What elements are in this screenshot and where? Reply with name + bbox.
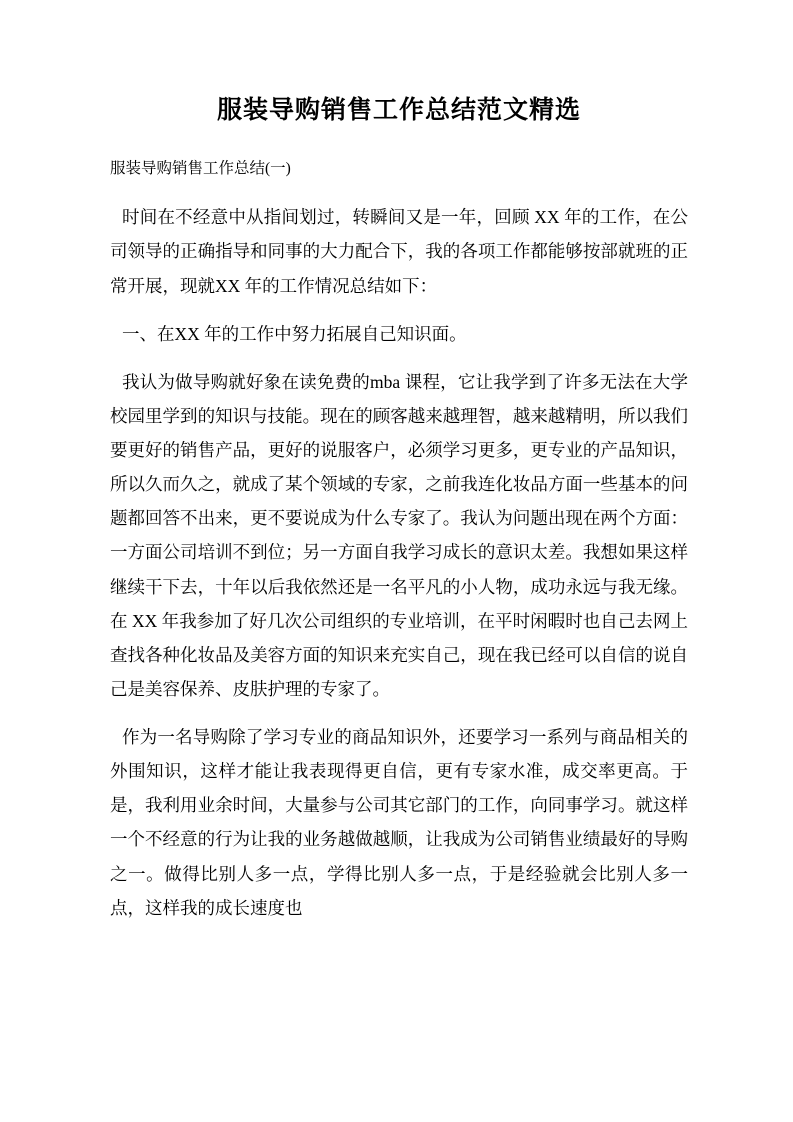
paragraph-3: 作为一名导购除了学习专业的商品知识外，还要学习一系列与商品相关的外围知识，这样才能让我表现得更自信，更有专家水准，成交率更高。于是，我利用业余时间，大量参与公司其它部门的工作，向同事学习。就这样一个不经意的行为让我的业务越做越顺，让我成为公司销售业绩最好的导购之一。做得比别人多一点，学得比别人多一点，于是经验就会比别人多一点，这样我的成长速度也 <box>110 727 688 918</box>
paragraph-1: 时间在不经意中从指间划过，转瞬间又是一年，回顾 XX 年的工作，在公司领导的正确指导和同事的大力配合下，我的各项工作都能够按部就班的正常开展，现就XX 年的工作情况总结如下： <box>110 207 688 296</box>
paragraph-2: 我认为做导购就好象在读免费的mba 课程，它让我学到了许多无法在大学校园里学到的知识与技能。现在的顾客越来越理智，越来越精明，所以我们要更好的销售产品，更好的说服客户，必须学习更多，更专业的产品知识，所以久而久之，就成了某个领域的专家，之前我连化妆品方面一些基本的问题都回答不出来，更不要说成为什么专家了。我认为问题出现在两个方面：一方面公司培训不到位；另一方面自我学习成长的意识太差。我想如果这样继续干下去，十年以后我依然还是一名平凡的小人物，成功永远与我无缘。在 XX 年我参加了好几次公司组织的专业培训，在平时闲暇时也自己去网上查找各种化妆品及美容方面的知识来充实自己，现在我已经可以自信的说自己是美容保养、皮肤护理的专家了。 <box>110 371 688 699</box>
section-heading-1: 一、在XX 年的工作中努力拓展自己知识面。 <box>122 323 467 344</box>
page-title: 服装导购销售工作总结范文精选 <box>216 95 581 124</box>
document-subheading: 服装导购销售工作总结(一) <box>110 160 291 177</box>
